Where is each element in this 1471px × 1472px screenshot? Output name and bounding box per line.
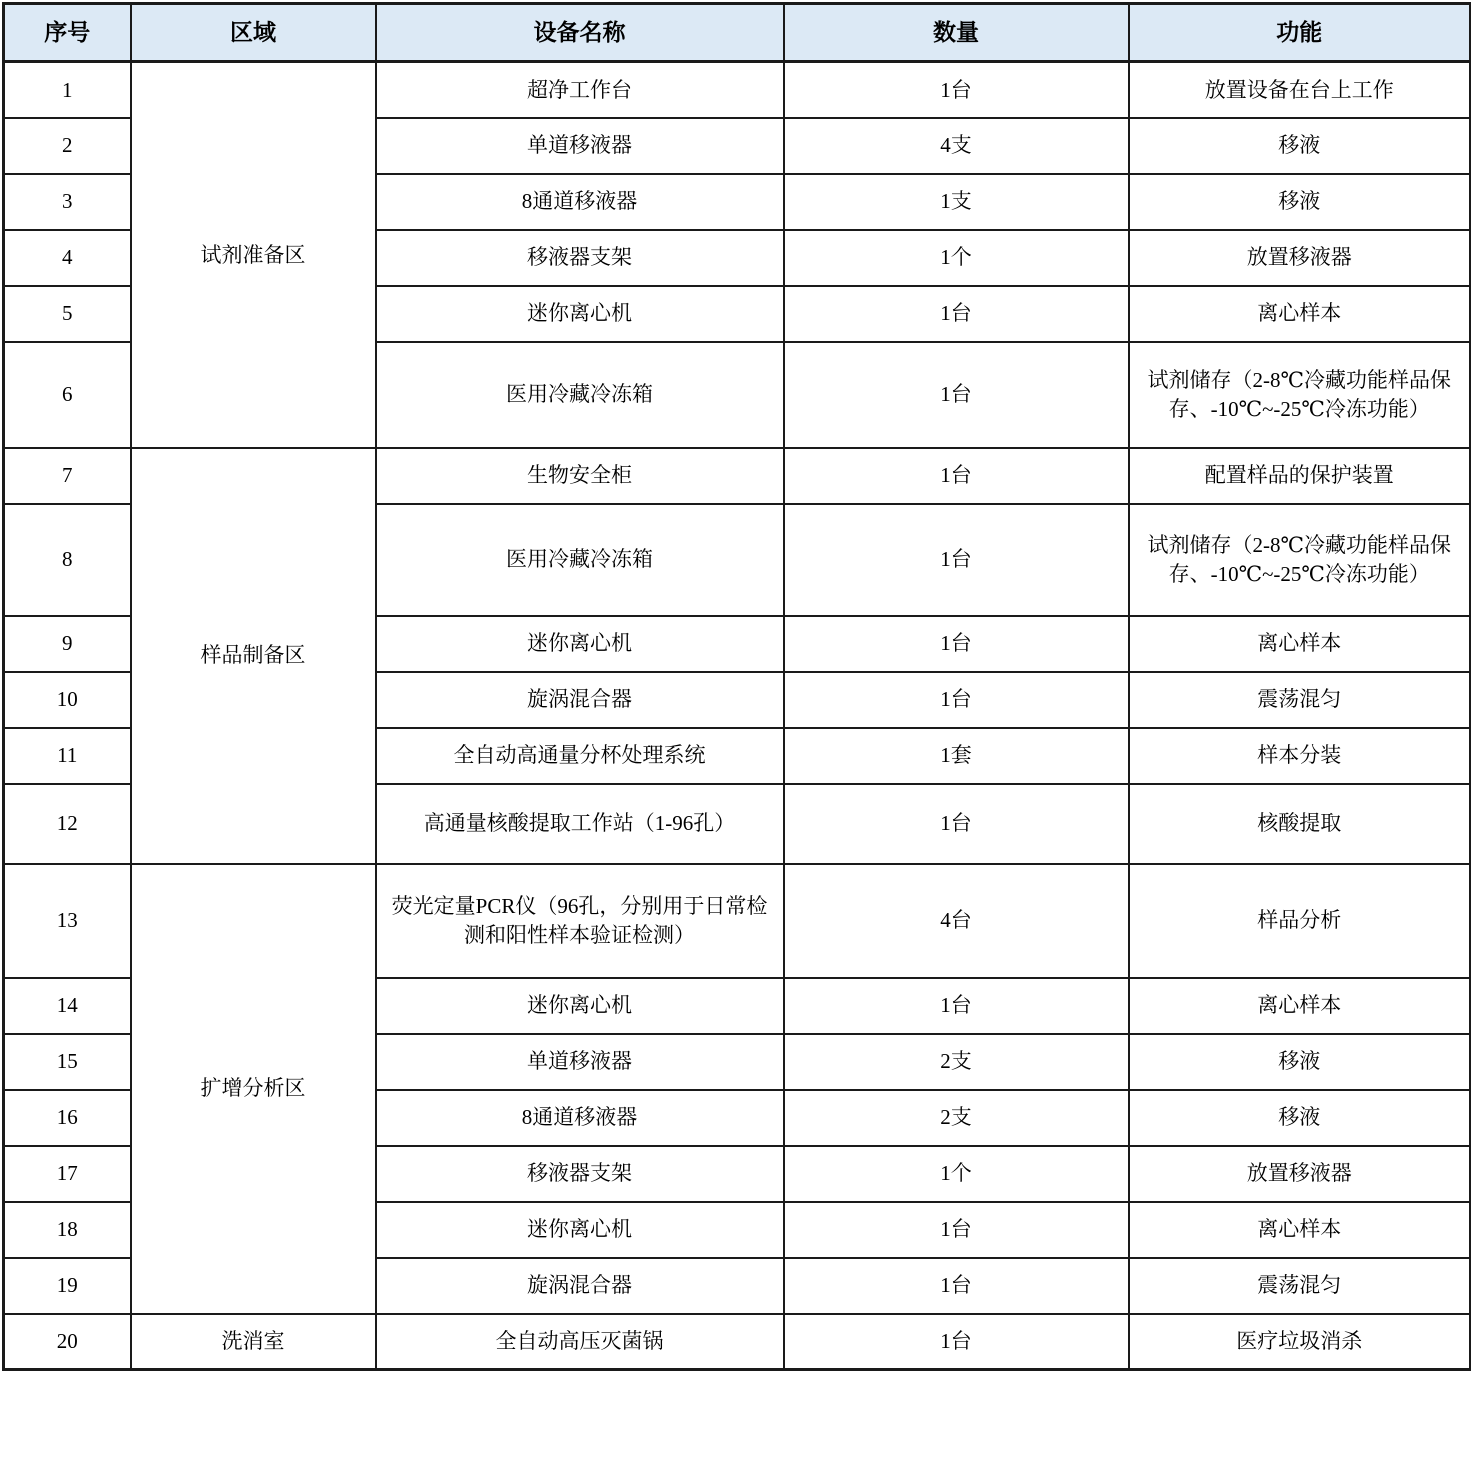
cell-function: 样本分装 xyxy=(1129,728,1471,784)
cell-function: 移液 xyxy=(1129,118,1471,174)
cell-index: 7 xyxy=(4,448,131,504)
table-row xyxy=(4,1314,1471,1370)
cell-quantity: 1台 xyxy=(784,1258,1129,1314)
cell-index: 9 xyxy=(4,616,131,672)
cell-device-name: 旋涡混合器 xyxy=(376,672,784,728)
column-header-index: 序号 xyxy=(4,4,131,62)
cell-quantity: 1台 xyxy=(784,342,1129,448)
cell-device-name: 迷你离心机 xyxy=(376,616,784,672)
cell-quantity: 1台 xyxy=(784,1314,1129,1370)
cell-index: 3 xyxy=(4,174,131,230)
cell-function: 离心样本 xyxy=(1129,978,1471,1034)
table-row xyxy=(4,864,1471,978)
cell-device-name: 医用冷藏冷冻箱 xyxy=(376,504,784,616)
cell-quantity: 1个 xyxy=(784,1146,1129,1202)
cell-index: 2 xyxy=(4,118,131,174)
cell-index: 11 xyxy=(4,728,131,784)
cell-quantity: 4台 xyxy=(784,864,1129,978)
cell-device-name: 迷你离心机 xyxy=(376,978,784,1034)
cell-quantity: 2支 xyxy=(784,1090,1129,1146)
cell-function: 离心样本 xyxy=(1129,286,1471,342)
column-header-area: 区域 xyxy=(131,4,376,62)
cell-quantity: 2支 xyxy=(784,1034,1129,1090)
cell-function: 震荡混匀 xyxy=(1129,1258,1471,1314)
cell-area: 洗消室 xyxy=(131,1314,376,1370)
cell-index: 18 xyxy=(4,1202,131,1258)
cell-index: 16 xyxy=(4,1090,131,1146)
cell-function: 离心样本 xyxy=(1129,1202,1471,1258)
cell-function: 震荡混匀 xyxy=(1129,672,1471,728)
cell-device-name: 迷你离心机 xyxy=(376,1202,784,1258)
cell-quantity: 1台 xyxy=(784,784,1129,864)
cell-index: 20 xyxy=(4,1314,131,1370)
cell-quantity: 1台 xyxy=(784,504,1129,616)
cell-function: 移液 xyxy=(1129,1034,1471,1090)
cell-function: 样品分析 xyxy=(1129,864,1471,978)
cell-index: 6 xyxy=(4,342,131,448)
cell-index: 5 xyxy=(4,286,131,342)
cell-function: 移液 xyxy=(1129,1090,1471,1146)
cell-device-name: 全自动高通量分杯处理系统 xyxy=(376,728,784,784)
cell-quantity: 1支 xyxy=(784,174,1129,230)
cell-function: 放置设备在台上工作 xyxy=(1129,62,1471,118)
cell-device-name: 迷你离心机 xyxy=(376,286,784,342)
cell-device-name: 旋涡混合器 xyxy=(376,1258,784,1314)
cell-quantity: 1个 xyxy=(784,230,1129,286)
cell-function: 配置样品的保护装置 xyxy=(1129,448,1471,504)
cell-quantity: 1台 xyxy=(784,616,1129,672)
cell-device-name: 荧光定量PCR仪（96孔，分别用于日常检测和阳性样本验证检测） xyxy=(376,864,784,978)
table-header-row xyxy=(4,4,1471,62)
cell-index: 14 xyxy=(4,978,131,1034)
cell-device-name: 移液器支架 xyxy=(376,1146,784,1202)
cell-device-name: 8通道移液器 xyxy=(376,174,784,230)
cell-quantity: 1台 xyxy=(784,1202,1129,1258)
cell-function: 试剂储存（2-8℃冷藏功能样品保存、-10℃~-25℃冷冻功能） xyxy=(1129,342,1471,448)
cell-device-name: 生物安全柜 xyxy=(376,448,784,504)
cell-index: 15 xyxy=(4,1034,131,1090)
cell-function: 离心样本 xyxy=(1129,616,1471,672)
cell-index: 8 xyxy=(4,504,131,616)
cell-function: 移液 xyxy=(1129,174,1471,230)
cell-device-name: 移液器支架 xyxy=(376,230,784,286)
cell-device-name: 全自动高压灭菌锅 xyxy=(376,1314,784,1370)
cell-quantity: 1台 xyxy=(784,672,1129,728)
cell-index: 13 xyxy=(4,864,131,978)
cell-index: 10 xyxy=(4,672,131,728)
cell-function: 放置移液器 xyxy=(1129,1146,1471,1202)
table-row xyxy=(4,62,1471,118)
cell-device-name: 单道移液器 xyxy=(376,1034,784,1090)
cell-function: 核酸提取 xyxy=(1129,784,1471,864)
cell-index: 12 xyxy=(4,784,131,864)
cell-quantity: 1台 xyxy=(784,978,1129,1034)
cell-index: 19 xyxy=(4,1258,131,1314)
cell-function: 医疗垃圾消杀 xyxy=(1129,1314,1471,1370)
cell-device-name: 高通量核酸提取工作站（1-96孔） xyxy=(376,784,784,864)
cell-index: 1 xyxy=(4,62,131,118)
cell-quantity: 1台 xyxy=(784,62,1129,118)
column-header-device-name: 设备名称 xyxy=(376,4,784,62)
column-header-function: 功能 xyxy=(1129,4,1471,62)
cell-quantity: 1套 xyxy=(784,728,1129,784)
table-row xyxy=(4,448,1471,504)
cell-area: 样品制备区 xyxy=(131,448,376,864)
cell-device-name: 8通道移液器 xyxy=(376,1090,784,1146)
cell-function: 放置移液器 xyxy=(1129,230,1471,286)
lab-equipment-table xyxy=(2,2,1471,1371)
cell-quantity: 4支 xyxy=(784,118,1129,174)
cell-device-name: 超净工作台 xyxy=(376,62,784,118)
cell-area: 试剂准备区 xyxy=(131,62,376,448)
cell-function: 试剂储存（2-8℃冷藏功能样品保存、-10℃~-25℃冷冻功能） xyxy=(1129,504,1471,616)
cell-device-name: 单道移液器 xyxy=(376,118,784,174)
cell-quantity: 1台 xyxy=(784,448,1129,504)
cell-index: 4 xyxy=(4,230,131,286)
cell-device-name: 医用冷藏冷冻箱 xyxy=(376,342,784,448)
cell-index: 17 xyxy=(4,1146,131,1202)
cell-quantity: 1台 xyxy=(784,286,1129,342)
column-header-quantity: 数量 xyxy=(784,4,1129,62)
cell-area: 扩增分析区 xyxy=(131,864,376,1314)
